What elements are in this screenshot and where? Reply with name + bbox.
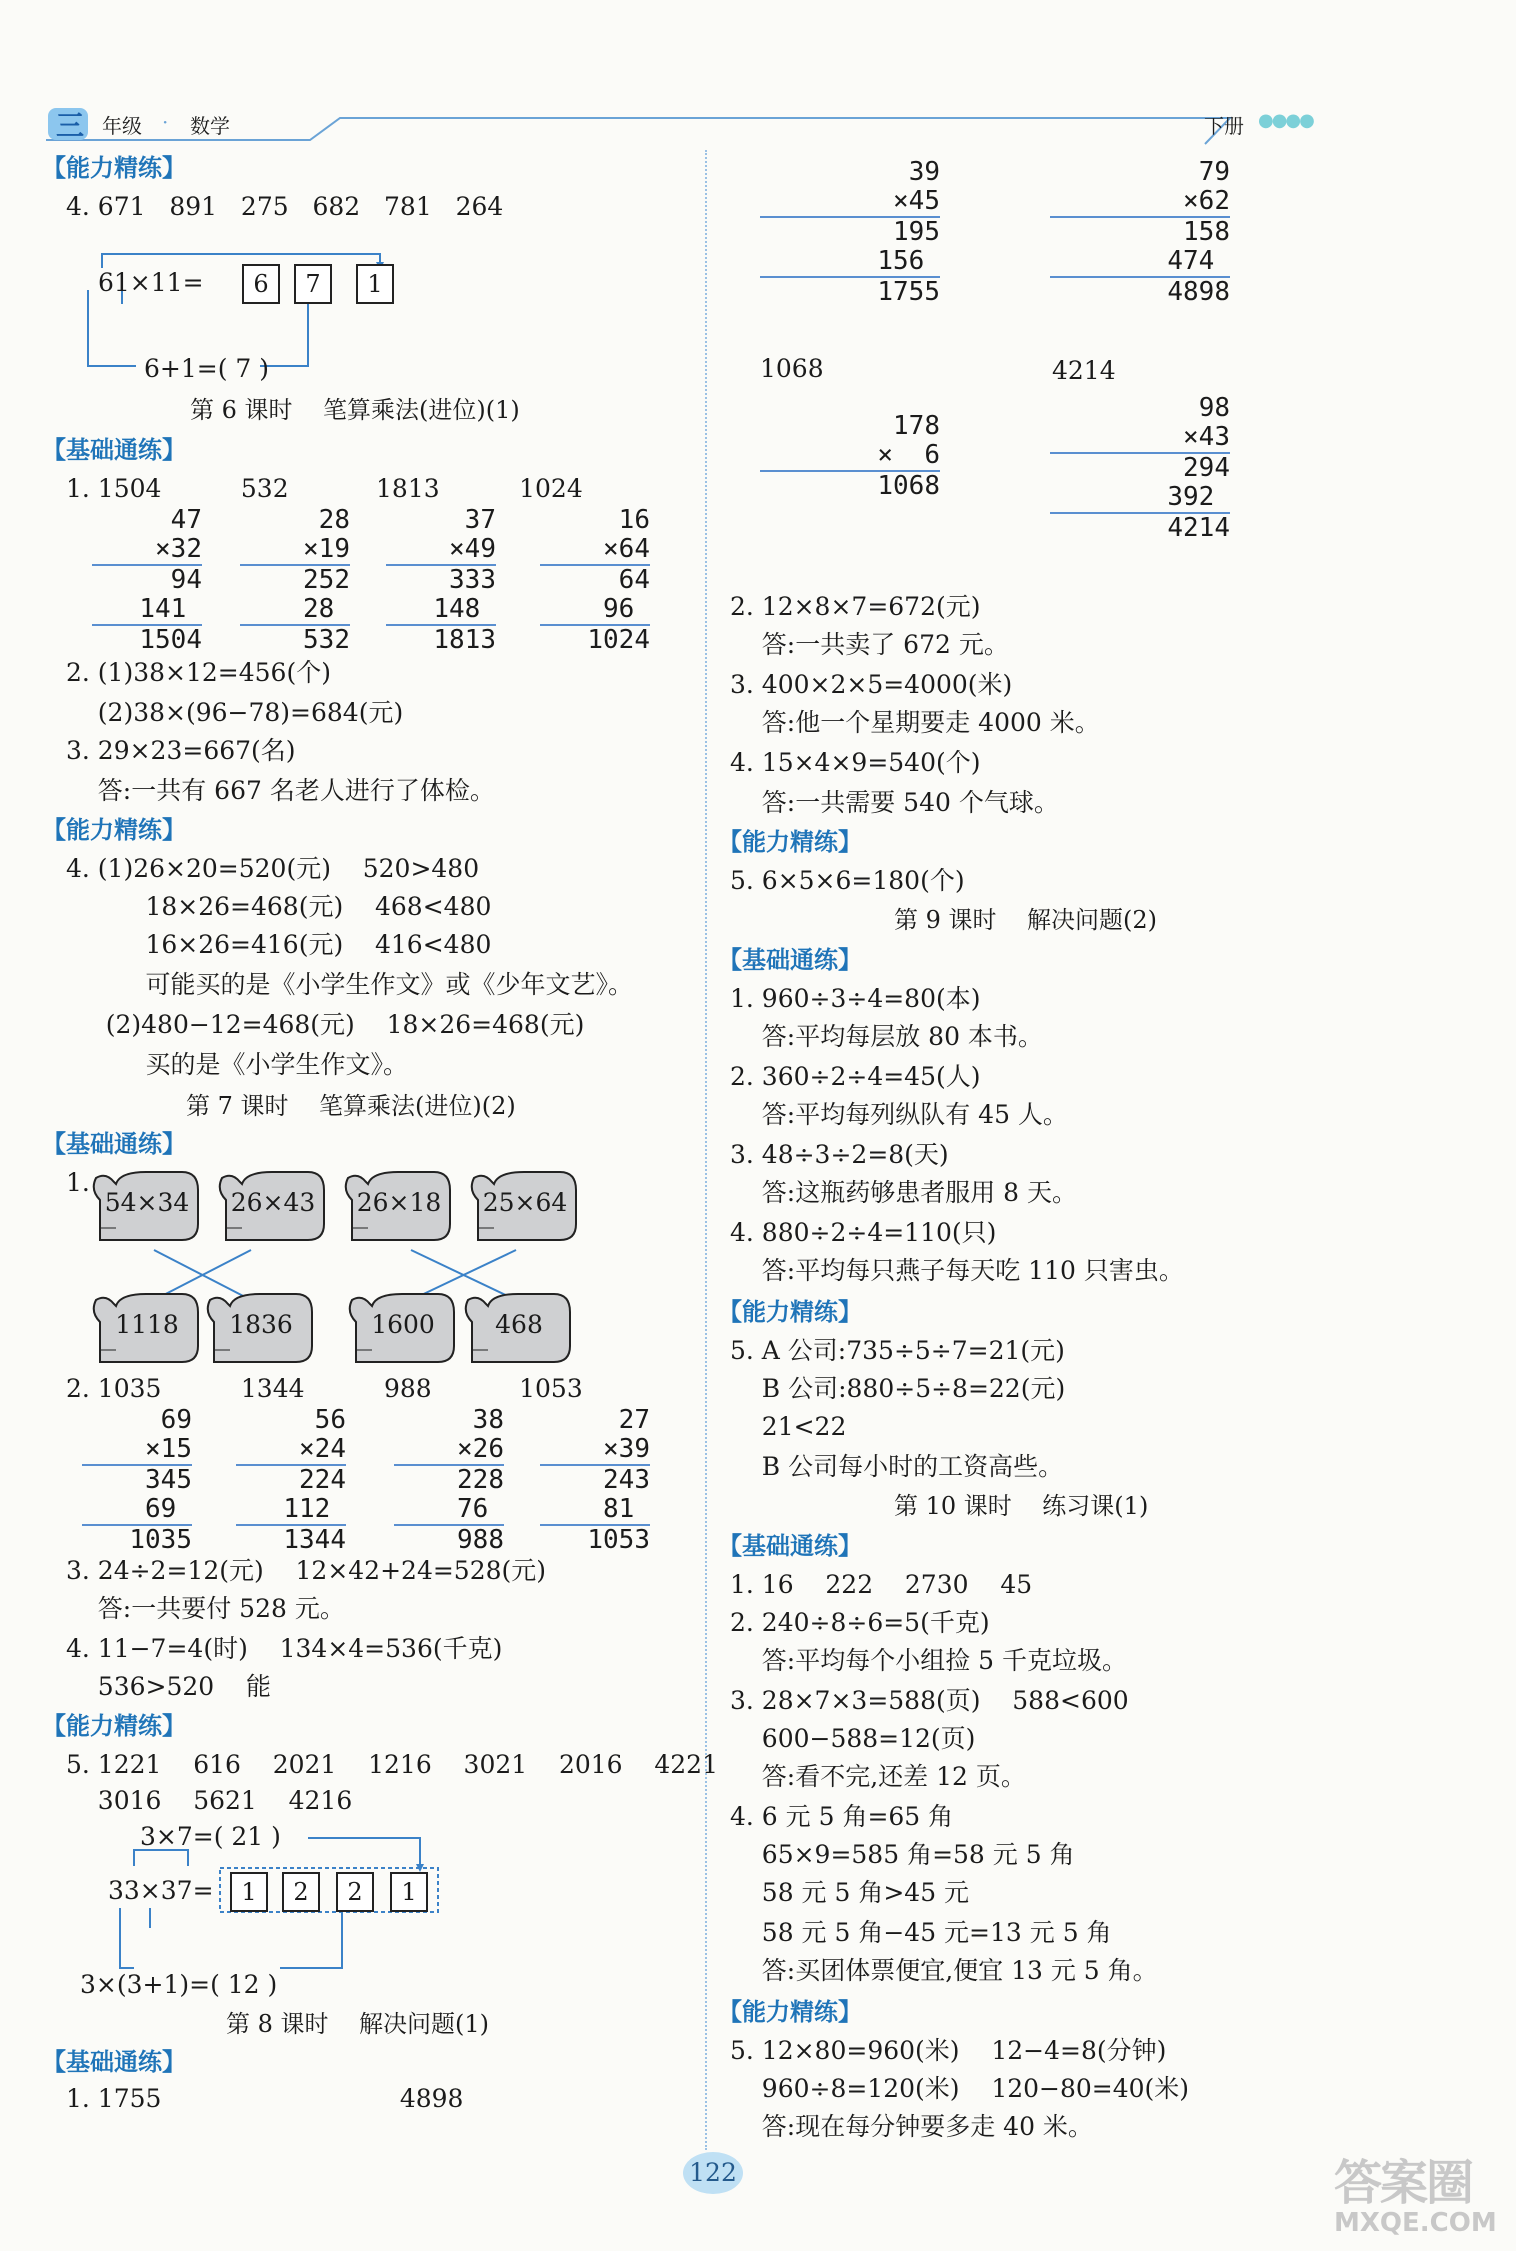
l7-q3-answer: 答:一共要付 528 元。: [66, 1594, 345, 1623]
l6-q4-line: 买的是《小学生作文》。: [66, 1050, 408, 1079]
vm-row: 79: [1198, 157, 1230, 187]
l9-line: 3. 48÷3÷2=8(天): [730, 1140, 949, 1169]
mitten-bottom-2: [200, 1292, 314, 1366]
example-33x37-bottom: 3×(3+1)=( 12 ): [80, 1970, 278, 1999]
tag-nengli-3: 【能力精练】: [42, 1712, 186, 1740]
tag-nengli-6: 【能力精练】: [718, 1998, 862, 2026]
header-dot: ·: [162, 110, 169, 134]
l10-q5-line: 960÷8=120(米) 120−80=40(米): [730, 2074, 1190, 2103]
header-badge: ●●●●: [1258, 110, 1313, 131]
vm-row: 243: [603, 1465, 650, 1495]
l9-q5-line: B 公司每小时的工资高些。: [730, 1452, 1064, 1481]
vm-row: ×15: [145, 1434, 192, 1464]
example-33x37-box-2: 2: [282, 1872, 320, 1912]
vm-row: 228: [457, 1465, 504, 1495]
vm-row: 1813: [433, 625, 496, 655]
mitten-bottom-4: [458, 1292, 572, 1366]
tag-jichu-4: 【基础通练】: [718, 946, 862, 974]
vm-row: 1504: [139, 625, 202, 655]
watermark-logo: 答案圈: [1334, 2155, 1473, 2211]
l6-vert-3: [386, 506, 496, 655]
l7-q2: 2. 1035 1344 988 1053: [66, 1374, 583, 1403]
tag-jichu-5: 【基础通练】: [718, 1532, 862, 1560]
mitten-label: 1600: [371, 1310, 435, 1339]
vm-row: ×62: [1183, 186, 1230, 216]
vm-row: 158: [1183, 217, 1230, 247]
l7-q4: 4. 11−7=4(时) 134×4=536(千克): [66, 1634, 503, 1663]
vm-row: 224: [299, 1465, 346, 1495]
l7-q5b: 3016 5621 4216: [66, 1786, 353, 1815]
l6-q2b: (2)38×(96−78)=684(元): [66, 698, 404, 727]
l7-q5a: 5. 1221 616 2021 1216 3021 2016 4221: [66, 1750, 718, 1779]
l9-line: 2. 360÷2÷4=45(人): [730, 1062, 981, 1091]
l-q4-top: 4. 671 891 275 682 781 264: [66, 192, 504, 221]
vm-row: 333: [449, 565, 496, 595]
r-vert-4: [1050, 394, 1230, 543]
mitten-label: 54×34: [104, 1188, 190, 1217]
l7-q4b: 536>520 能: [66, 1672, 271, 1701]
vm-row: 81: [587, 1494, 650, 1524]
vm-row: 148: [433, 594, 496, 624]
watermark-url: MXQE.COM: [1334, 2208, 1497, 2238]
l7-vert-4: [540, 1406, 650, 1555]
example-33x37-expr: 33×37=: [108, 1876, 214, 1905]
vm-row: 98: [1198, 393, 1230, 423]
example-61x11: [80, 240, 430, 390]
mitten-label: 26×18: [356, 1188, 442, 1217]
vm-row: 16: [603, 505, 650, 535]
l10-line: 58 元 5 角−45 元=13 元 5 角: [730, 1918, 1112, 1947]
header-grade-label: 年级: [102, 114, 142, 138]
r-line: 3. 400×2×5=4000(米): [730, 670, 1013, 699]
page-number: 122: [683, 2152, 743, 2194]
column-divider: [705, 150, 707, 2150]
mitten-bottom-3: [342, 1292, 456, 1366]
header-subject: 数学: [190, 114, 230, 138]
example-61x11-box-2: 7: [294, 264, 332, 304]
example-61x11-box-3: 1: [356, 264, 394, 304]
vm-row: ×32: [155, 534, 202, 564]
l9-q5-line: B 公司:880÷5÷8=22(元): [730, 1374, 1066, 1403]
vm-row: 345: [145, 1465, 192, 1495]
vm-row: ×24: [299, 1434, 346, 1464]
l6-q2a: 2. (1)38×12=456(个): [66, 658, 331, 687]
vm-row: 474: [1167, 246, 1230, 276]
l6-q3-answer: 答:一共有 667 名老人进行了体检。: [66, 776, 495, 805]
l7-vert-1: [82, 1406, 192, 1555]
vm-row: 178: [893, 411, 940, 441]
vm-row: 392: [1167, 482, 1230, 512]
vm-row: 27: [603, 1405, 650, 1435]
l9-line: 答:平均每层放 80 本书。: [730, 1022, 1043, 1051]
r-line: 4. 15×4×9=540(个): [730, 748, 981, 777]
tag-nengli-1: 【能力精练】: [42, 154, 186, 182]
r-line: 答:一共需要 540 个气球。: [730, 788, 1059, 817]
l9-line: 答:这瓶药够患者服用 8 天。: [730, 1178, 1078, 1207]
l7-vert-2: [236, 1406, 346, 1555]
example-33x37: [80, 1816, 480, 2006]
vm-row: ×43: [1183, 422, 1230, 452]
l10-line: 4. 6 元 5 角=65 角: [730, 1802, 954, 1831]
vm-row: 252: [303, 565, 350, 595]
example-33x37-box-1: 1: [230, 1872, 268, 1912]
vm-row: 28: [303, 505, 350, 535]
mitten-bottom-1: [86, 1292, 200, 1366]
vm-row: 532: [303, 625, 350, 655]
r-line: 答:一共卖了 672 元。: [730, 630, 1009, 659]
tag-nengli-5: 【能力精练】: [718, 1298, 862, 1326]
vm-row: ×45: [893, 186, 940, 216]
r-label-1068: 1068: [760, 354, 824, 383]
l10-line: 2. 240÷8÷6=5(千克): [730, 1608, 990, 1637]
vm-row: 76: [441, 1494, 504, 1524]
l10-line: 65×9=585 角=58 元 5 角: [730, 1840, 1075, 1869]
vm-row: 1344: [283, 1525, 346, 1555]
header-volume: 下册: [1204, 114, 1244, 138]
example-61x11-box-1: 6: [242, 264, 280, 304]
vm-row: 156: [877, 246, 940, 276]
watermark: [1320, 2144, 1510, 2248]
mitten-top-2: [212, 1170, 326, 1244]
vm-row: × 6: [877, 440, 940, 470]
tag-nengli-2: 【能力精练】: [42, 816, 186, 844]
l6-q4-line: 可能买的是《小学生作文》或《少年文艺》。: [66, 970, 633, 999]
r-line: 2. 12×8×7=672(元): [730, 592, 981, 621]
l9-line: 答:平均每只燕子每天吃 110 只害虫。: [730, 1256, 1184, 1285]
r-label-4214: 4214: [1052, 356, 1116, 385]
lesson-8-title: 第 8 课时 解决问题(1): [226, 2010, 490, 2038]
l9-q5-line: 5. A 公司:735÷5÷7=21(元): [730, 1336, 1065, 1365]
lesson-7-title: 第 7 课时 笔算乘法(进位)(2): [186, 1092, 516, 1120]
vm-row: 96: [587, 594, 650, 624]
r-vert-3: [760, 412, 940, 501]
l6-q4-line: 4. (1)26×20=520(元) 520>480: [66, 854, 480, 883]
l9-line: 答:平均每列纵队有 45 人。: [730, 1100, 1068, 1129]
l10-line: 58 元 5 角>45 元: [730, 1878, 970, 1907]
vm-row: 1024: [587, 625, 650, 655]
l8-q1: 1. 1755 4898: [66, 2084, 464, 2113]
l6-vert-4: [540, 506, 650, 655]
l9-q5-line: 21<22: [730, 1412, 847, 1441]
lesson-6-title: 第 6 课时 笔算乘法(进位)(1): [190, 396, 520, 424]
mitten-top-3: [338, 1170, 452, 1244]
mitten-label: 1836: [229, 1310, 293, 1339]
vm-row: 38: [457, 1405, 504, 1435]
l6-q1: 1. 1504 532 1813 1024: [66, 474, 583, 503]
l6-q4-line: (2)480−12=468(元) 18×26=468(元): [66, 1010, 585, 1039]
example-61x11-expr: 61×11=: [98, 268, 204, 297]
l7-q3: 3. 24÷2=12(元) 12×42+24=528(元): [66, 1556, 547, 1585]
vm-row: 69: [145, 1405, 192, 1435]
r-q5: 5. 6×5×6=180(个): [730, 866, 965, 895]
vm-row: ×64: [603, 534, 650, 564]
mitten-top-1: [86, 1170, 200, 1244]
mitten-top-4: [464, 1170, 578, 1244]
vm-row: 64: [603, 565, 650, 595]
r-vert-2: [1050, 158, 1230, 307]
r-vert-1: [760, 158, 940, 307]
mitten-label: 1118: [115, 1310, 179, 1339]
tag-jichu-2: 【基础通练】: [42, 1130, 186, 1158]
vm-row: 69: [129, 1494, 192, 1524]
l6-vert-2: [240, 506, 350, 655]
mitten-label: 468: [495, 1310, 543, 1339]
vm-row: 47: [155, 505, 202, 535]
mitten-label: 25×64: [482, 1188, 568, 1217]
example-33x37-box-3: 2: [336, 1872, 374, 1912]
l6-vert-1: [92, 506, 202, 655]
vm-row: ×19: [303, 534, 350, 564]
l6-q4-line: 18×26=468(元) 468<480: [66, 892, 492, 921]
l10-line: 3. 28×7×3=588(页) 588<600: [730, 1686, 1129, 1715]
vm-row: 294: [1183, 453, 1230, 483]
vm-row: 37: [449, 505, 496, 535]
vm-row: 1035: [129, 1525, 192, 1555]
vm-row: 141: [139, 594, 202, 624]
l10-line: 答:平均每个小组捡 5 千克垃圾。: [730, 1646, 1128, 1675]
l10-line: 1. 16 222 2730 45: [730, 1570, 1033, 1599]
header: [40, 100, 1360, 148]
example-61x11-note: 6+1=( 7 ): [144, 354, 270, 383]
l9-line: 1. 960÷3÷4=80(本): [730, 984, 981, 1013]
vm-row: 56: [299, 1405, 346, 1435]
l6-q3: 3. 29×23=667(名): [66, 736, 296, 765]
example-33x37-box-4: 1: [390, 1872, 428, 1912]
tag-jichu-1: 【基础通练】: [42, 436, 186, 464]
vm-row: ×39: [603, 1434, 650, 1464]
vm-row: 1053: [587, 1525, 650, 1555]
l9-line: 4. 880÷2÷4=110(只): [730, 1218, 997, 1247]
vm-row: ×49: [449, 534, 496, 564]
l10-line: 答:看不完,还差 12 页。: [730, 1762, 1026, 1791]
vm-row: 1068: [877, 471, 940, 501]
r-line: 答:他一个星期要走 4000 米。: [730, 708, 1100, 737]
l10-q5-line: 答:现在每分钟要多走 40 米。: [730, 2112, 1093, 2141]
l10-line: 600−588=12(页): [730, 1724, 976, 1753]
vm-row: 94: [155, 565, 202, 595]
vm-row: 28: [287, 594, 350, 624]
vm-row: 112: [283, 1494, 346, 1524]
header-banner: [40, 100, 1360, 148]
vm-row: ×26: [457, 1434, 504, 1464]
lesson-10-title: 第 10 课时 练习课(1): [894, 1492, 1149, 1520]
l7-q1-number: 1.: [66, 1168, 90, 1197]
l7-vert-3: [394, 1406, 504, 1555]
vm-row: 39: [908, 157, 940, 187]
l6-q4-line: 16×26=416(元) 416<480: [66, 930, 492, 959]
vm-row: 988: [457, 1525, 504, 1555]
mitten-label: 26×43: [230, 1188, 316, 1217]
l10-q5-line: 5. 12×80=960(米) 12−4=8(分钟): [730, 2036, 1167, 2065]
vm-row: 1755: [877, 277, 940, 307]
vm-row: 4898: [1167, 277, 1230, 307]
tag-jichu-3: 【基础通练】: [42, 2048, 186, 2076]
header-grade: 三: [56, 109, 85, 142]
vm-row: 4214: [1167, 513, 1230, 543]
example-33x37-top: 3×7=( 21 ): [140, 1822, 281, 1851]
l10-line: 答:买团体票便宜,便宜 13 元 5 角。: [730, 1956, 1158, 1985]
lesson-9-title: 第 9 课时 解决问题(2): [894, 906, 1158, 934]
vm-row: 195: [893, 217, 940, 247]
tag-nengli-4: 【能力精练】: [718, 828, 862, 856]
